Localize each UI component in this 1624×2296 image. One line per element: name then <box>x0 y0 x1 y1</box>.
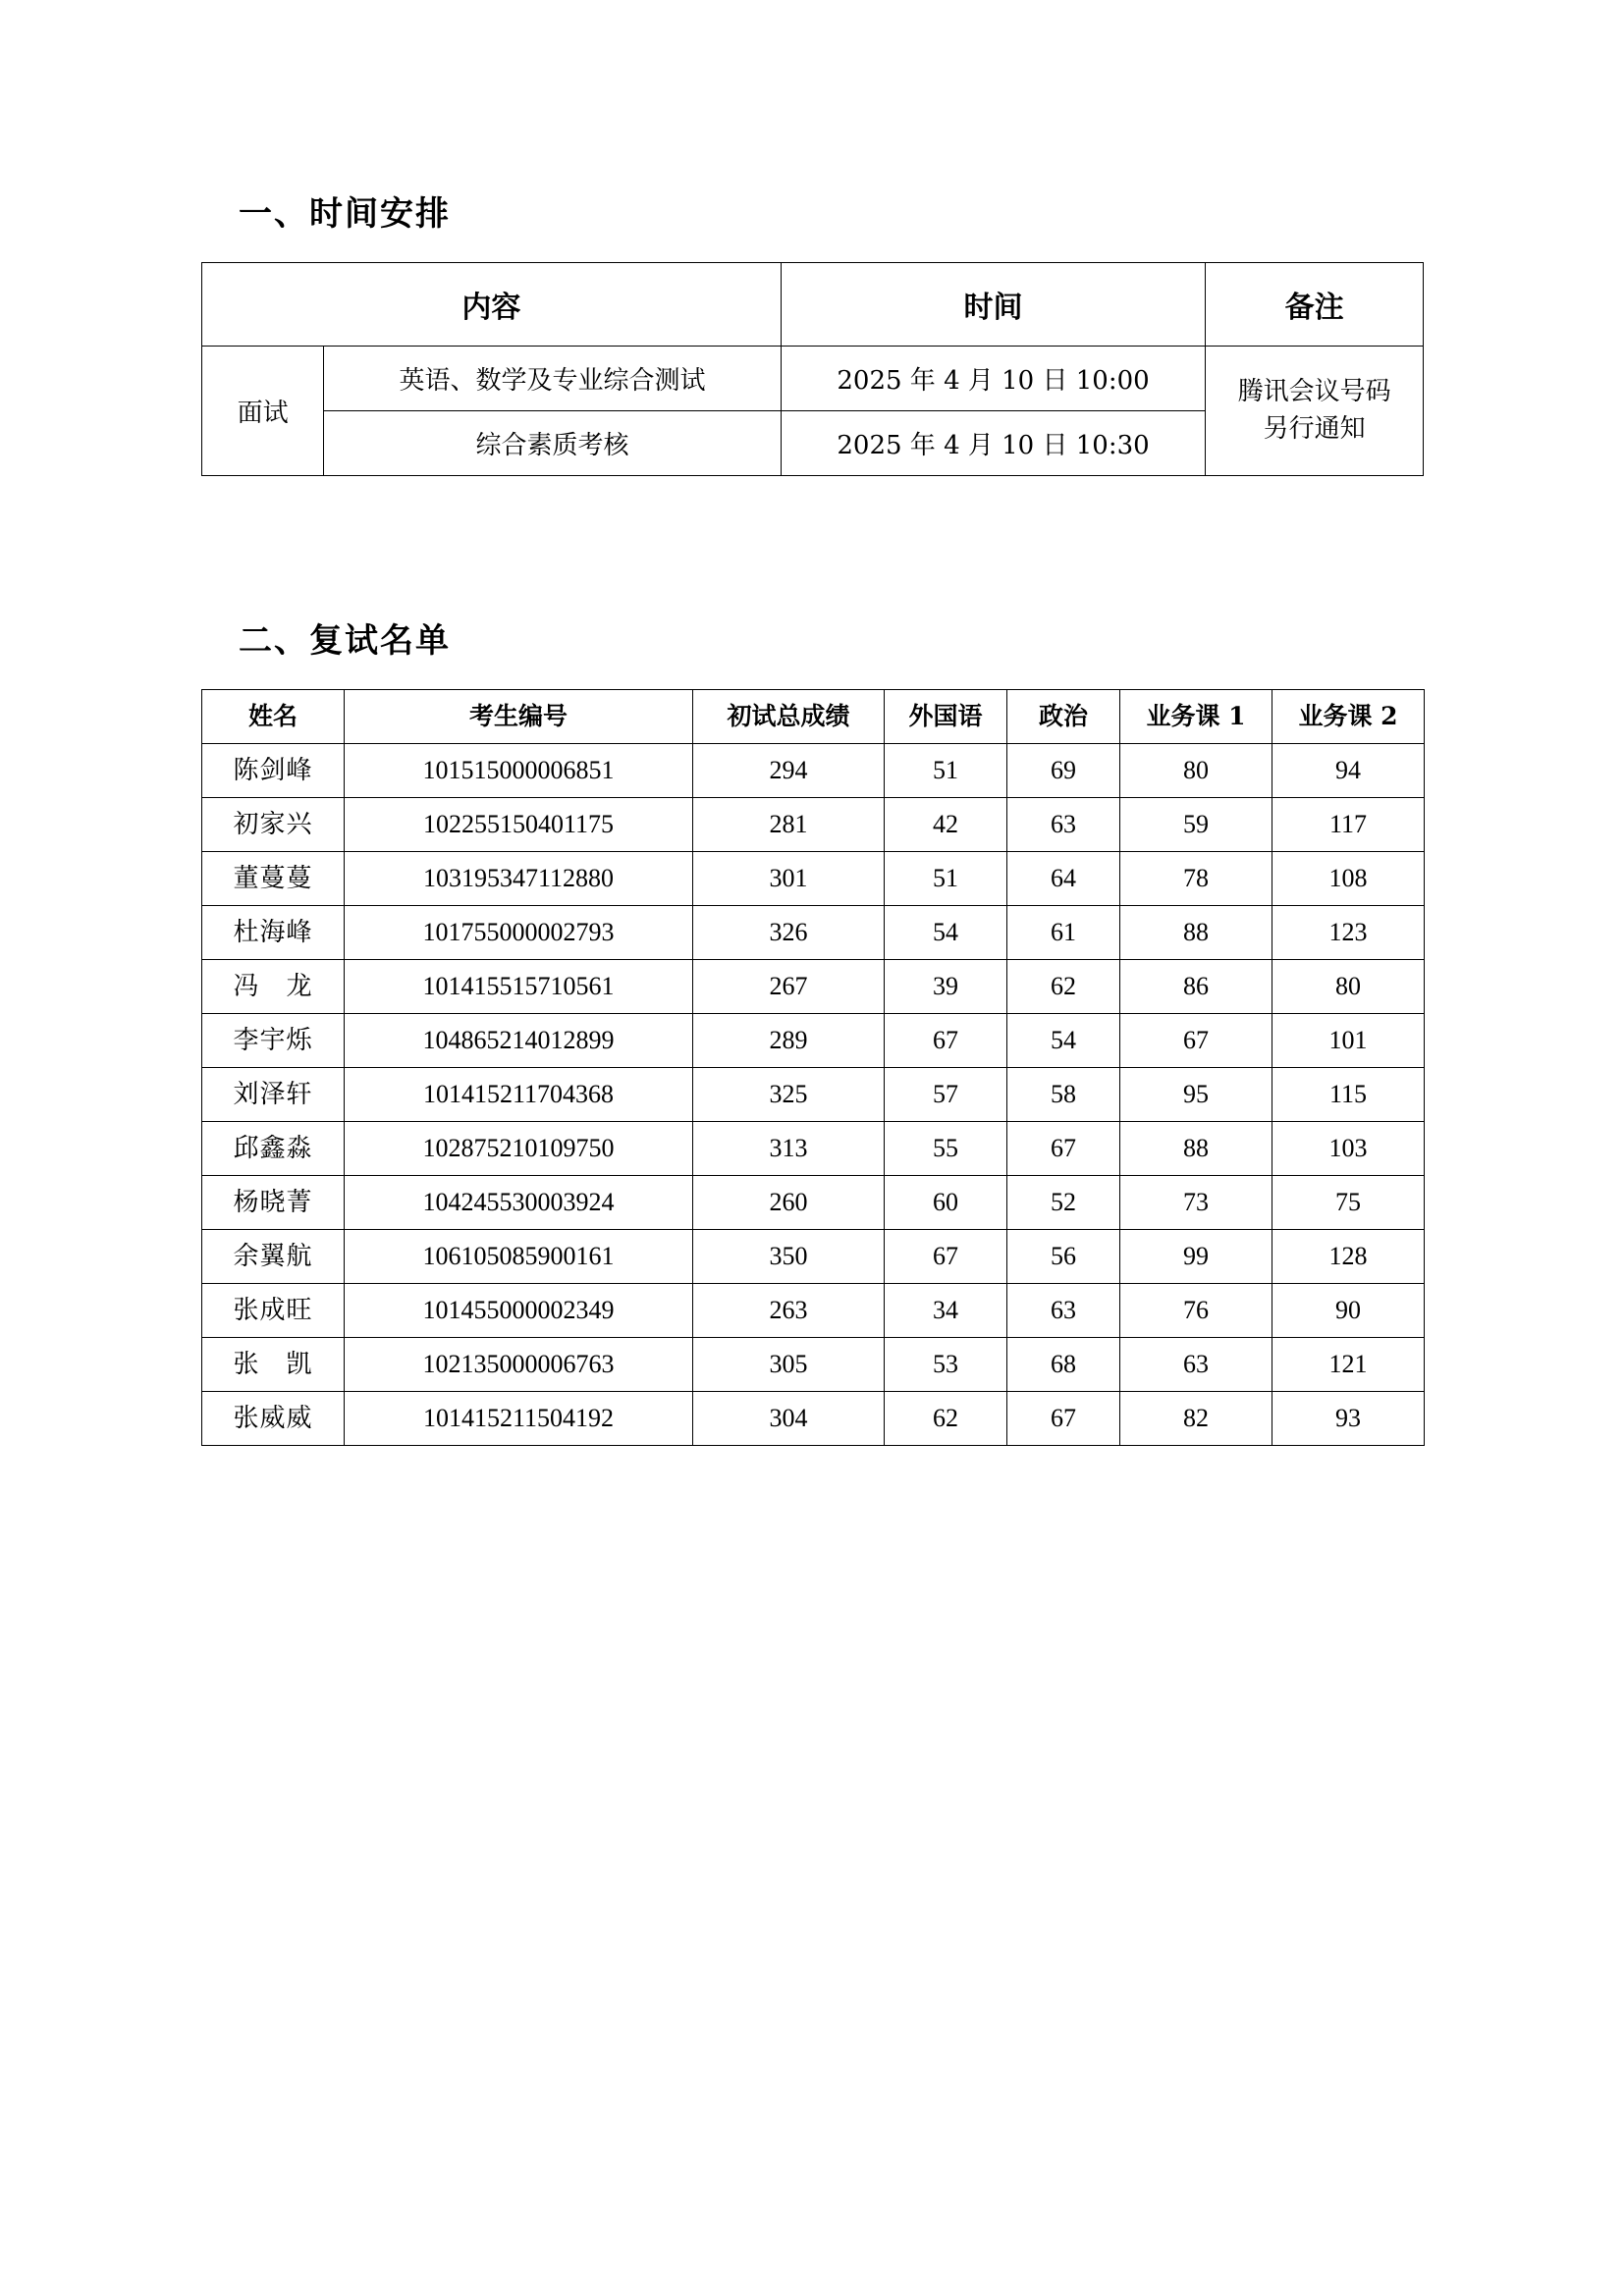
schedule-table <box>201 262 1424 476</box>
column-header-politics: 政治 <box>1007 690 1120 744</box>
cell-name: 李宇烁 <box>202 1014 345 1068</box>
cell-major2: 75 <box>1272 1176 1425 1230</box>
table-row <box>202 798 1425 852</box>
cell-total: 263 <box>693 1284 885 1338</box>
cell-id: 102255150401175 <box>345 798 693 852</box>
schedule-row-content: 英语、数学及专业综合测试 <box>324 347 782 411</box>
cell-name: 张威威 <box>202 1392 345 1446</box>
schedule-header-remark: 备注 <box>1206 263 1424 347</box>
table-row <box>202 852 1425 906</box>
cell-major1: 82 <box>1120 1392 1272 1446</box>
cell-major1: 95 <box>1120 1068 1272 1122</box>
cell-id: 102875210109750 <box>345 1122 693 1176</box>
cell-politics: 68 <box>1007 1338 1120 1392</box>
cell-major1: 80 <box>1120 744 1272 798</box>
cell-major1: 78 <box>1120 852 1272 906</box>
cell-total: 294 <box>693 744 885 798</box>
cell-major1: 63 <box>1120 1338 1272 1392</box>
schedule-row-time: 2025 年 4 月 10 日 10:00 <box>781 347 1205 411</box>
cell-major1: 67 <box>1120 1014 1272 1068</box>
schedule-header-content: 内容 <box>202 263 782 347</box>
column-header-name: 姓名 <box>202 690 345 744</box>
cell-total: 350 <box>693 1230 885 1284</box>
table-row <box>202 1230 1425 1284</box>
column-header-id: 考生编号 <box>345 690 693 744</box>
cell-politics: 58 <box>1007 1068 1120 1122</box>
cell-foreign: 67 <box>885 1230 1007 1284</box>
section-heading-schedule: 一、时间安排 <box>239 194 451 234</box>
cell-name: 余翼航 <box>202 1230 345 1284</box>
cell-foreign: 60 <box>885 1176 1007 1230</box>
cell-major2: 90 <box>1272 1284 1425 1338</box>
schedule-remark-line2: 另行通知 <box>1263 413 1366 444</box>
column-header-total: 初试总成绩 <box>693 690 885 744</box>
cell-id: 102135000006763 <box>345 1338 693 1392</box>
cell-name: 邱鑫淼 <box>202 1122 345 1176</box>
cell-major1: 76 <box>1120 1284 1272 1338</box>
cell-major2: 94 <box>1272 744 1425 798</box>
cell-id: 101415515710561 <box>345 960 693 1014</box>
cell-total: 313 <box>693 1122 885 1176</box>
cell-major2: 115 <box>1272 1068 1425 1122</box>
cell-total: 325 <box>693 1068 885 1122</box>
column-header-major1: 业务课 1 <box>1120 690 1272 744</box>
schedule-group-label: 面试 <box>202 347 324 476</box>
cell-name: 刘泽轩 <box>202 1068 345 1122</box>
cell-id: 104865214012899 <box>345 1014 693 1068</box>
cell-id: 101415211704368 <box>345 1068 693 1122</box>
cell-foreign: 42 <box>885 798 1007 852</box>
cell-politics: 54 <box>1007 1014 1120 1068</box>
table-row <box>202 1122 1425 1176</box>
cell-total: 281 <box>693 798 885 852</box>
cell-id: 106105085900161 <box>345 1230 693 1284</box>
cell-foreign: 51 <box>885 852 1007 906</box>
table-row <box>202 1284 1425 1338</box>
cell-id: 104245530003924 <box>345 1176 693 1230</box>
cell-foreign: 62 <box>885 1392 1007 1446</box>
namelist-header-row <box>202 690 1425 744</box>
cell-id: 101515000006851 <box>345 744 693 798</box>
cell-name: 杜海峰 <box>202 906 345 960</box>
table-row <box>202 1014 1425 1068</box>
cell-politics: 63 <box>1007 1284 1120 1338</box>
document-content <box>201 187 1424 1446</box>
table-row <box>202 347 1424 411</box>
cell-name: 张成旺 <box>202 1284 345 1338</box>
table-row <box>202 960 1425 1014</box>
column-header-major2: 业务课 2 <box>1272 690 1425 744</box>
namelist-table <box>201 689 1425 1446</box>
cell-foreign: 34 <box>885 1284 1007 1338</box>
section-spacer <box>201 476 1424 614</box>
cell-total: 305 <box>693 1338 885 1392</box>
cell-politics: 63 <box>1007 798 1120 852</box>
namelist-body <box>202 744 1425 1446</box>
cell-total: 260 <box>693 1176 885 1230</box>
cell-foreign: 67 <box>885 1014 1007 1068</box>
column-header-foreign: 外国语 <box>885 690 1007 744</box>
cell-total: 289 <box>693 1014 885 1068</box>
cell-total: 304 <box>693 1392 885 1446</box>
cell-foreign: 39 <box>885 960 1007 1014</box>
cell-politics: 64 <box>1007 852 1120 906</box>
cell-id: 101415211504192 <box>345 1392 693 1446</box>
cell-major2: 101 <box>1272 1014 1425 1068</box>
cell-major1: 99 <box>1120 1230 1272 1284</box>
cell-major2: 121 <box>1272 1338 1425 1392</box>
table-row <box>202 1176 1425 1230</box>
cell-politics: 67 <box>1007 1122 1120 1176</box>
cell-major1: 88 <box>1120 1122 1272 1176</box>
cell-name: 张 凯 <box>202 1338 345 1392</box>
cell-foreign: 53 <box>885 1338 1007 1392</box>
cell-major1: 86 <box>1120 960 1272 1014</box>
cell-total: 301 <box>693 852 885 906</box>
cell-major2: 123 <box>1272 906 1425 960</box>
cell-major2: 103 <box>1272 1122 1425 1176</box>
table-row <box>202 263 1424 347</box>
cell-major1: 59 <box>1120 798 1272 852</box>
table-row <box>202 1392 1425 1446</box>
cell-major2: 128 <box>1272 1230 1425 1284</box>
cell-foreign: 54 <box>885 906 1007 960</box>
cell-foreign: 55 <box>885 1122 1007 1176</box>
schedule-header-time: 时间 <box>781 263 1205 347</box>
cell-name: 初家兴 <box>202 798 345 852</box>
cell-name: 杨晓菁 <box>202 1176 345 1230</box>
cell-politics: 62 <box>1007 960 1120 1014</box>
table-row <box>202 744 1425 798</box>
cell-total: 326 <box>693 906 885 960</box>
cell-politics: 67 <box>1007 1392 1120 1446</box>
schedule-remark-line1: 腾讯会议号码 <box>1237 376 1391 406</box>
cell-name: 冯 龙 <box>202 960 345 1014</box>
cell-major1: 73 <box>1120 1176 1272 1230</box>
cell-major1: 88 <box>1120 906 1272 960</box>
schedule-row-content: 综合素质考核 <box>324 411 782 476</box>
cell-name: 董蔓蔓 <box>202 852 345 906</box>
cell-major2: 80 <box>1272 960 1425 1014</box>
cell-foreign: 51 <box>885 744 1007 798</box>
cell-id: 101755000002793 <box>345 906 693 960</box>
cell-major2: 108 <box>1272 852 1425 906</box>
table-row <box>202 1338 1425 1392</box>
cell-politics: 69 <box>1007 744 1120 798</box>
table-row <box>202 906 1425 960</box>
cell-politics: 61 <box>1007 906 1120 960</box>
cell-politics: 52 <box>1007 1176 1120 1230</box>
cell-foreign: 57 <box>885 1068 1007 1122</box>
cell-id: 101455000002349 <box>345 1284 693 1338</box>
schedule-row-time: 2025 年 4 月 10 日 10:30 <box>781 411 1205 476</box>
cell-major2: 93 <box>1272 1392 1425 1446</box>
cell-name: 陈剑峰 <box>202 744 345 798</box>
table-row <box>202 1068 1425 1122</box>
schedule-remark <box>1206 347 1424 476</box>
section-heading-namelist: 二、复试名单 <box>239 621 451 661</box>
cell-id: 103195347112880 <box>345 852 693 906</box>
cell-major2: 117 <box>1272 798 1425 852</box>
cell-politics: 56 <box>1007 1230 1120 1284</box>
cell-total: 267 <box>693 960 885 1014</box>
